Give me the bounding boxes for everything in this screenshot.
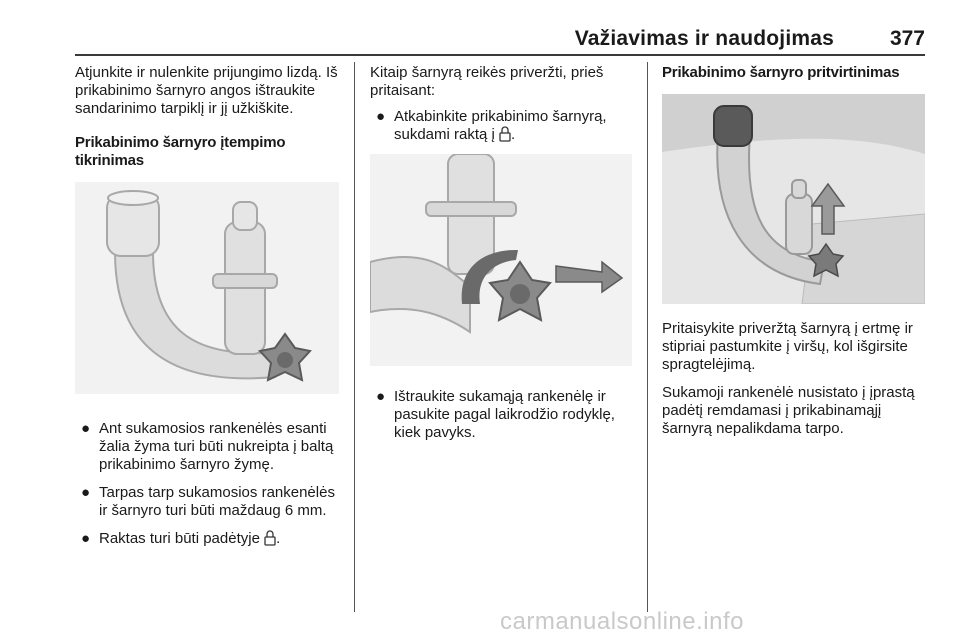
col1-paragraph: Atjunkite ir nulenkite prijungimo lizdą. Iš prikabinimo šarnyro angos ištraukite sandarinimo tarpiklį ir jį užkiškite.: [75, 64, 338, 117]
header-rule: [75, 54, 925, 56]
col1-bullet: ● Raktas turi būti padėtyje .: [81, 530, 281, 547]
column-divider-2: [647, 62, 648, 612]
col1-bullet: ● Ant sukamosios rankenėlės esanti žalia žyma turi būti nukreipta į baltą prikabinimo šarnyro žymę.: [81, 420, 334, 473]
lock-icon: [264, 530, 276, 546]
col3-paragraph-2: Sukamoji rankenėlė nusistato į įprastą padėtį remdamasi į prikabinamąjį šarnyrą nepalikdama tarpo.: [662, 384, 915, 437]
col3-subheading: Prikabinimo šarnyro pritvirtinimas: [662, 64, 900, 81]
col1-bullet: ● Tarpas tarp sukamosios rankenėlės ir šarnyro turi būti maždaug 6 mm.: [81, 484, 335, 519]
tow-bar-tension-illustration: [75, 182, 339, 394]
header-title: Važiavimas ir naudojimas: [574, 27, 834, 50]
lock-icon: [499, 126, 511, 142]
page-number: 377: [889, 27, 925, 50]
column-divider-1: [354, 62, 355, 612]
tow-bar-mounting-illustration: [662, 94, 925, 304]
col2-bullet: ● Ištraukite sukamąją rankenėlę ir pasukite pagal laikrodžio rodyklę, kiek pavyks.: [376, 388, 615, 441]
col2-bullet: ● Atkabinkite prikabinimo šarnyrą, sukdami raktą į .: [376, 108, 607, 143]
col2-intro: Kitaip šarnyrą reikės priveržti, prieš pritaisant:: [370, 64, 604, 99]
col3-paragraph-1: Pritaisykite priveržtą šarnyrą į ertmę ir stipriai pastumkite į viršų, kol išgirsite spragtelėjimą.: [662, 320, 913, 373]
column-3: [662, 64, 927, 450]
watermark: carmanualsonline.info: [500, 608, 744, 635]
unlock-knob-illustration: [370, 154, 632, 366]
column-2: [370, 64, 636, 452]
col1-subheading: Prikabinimo šarnyro įtempimo tikrinimas: [75, 134, 286, 169]
column-1: [75, 64, 343, 558]
